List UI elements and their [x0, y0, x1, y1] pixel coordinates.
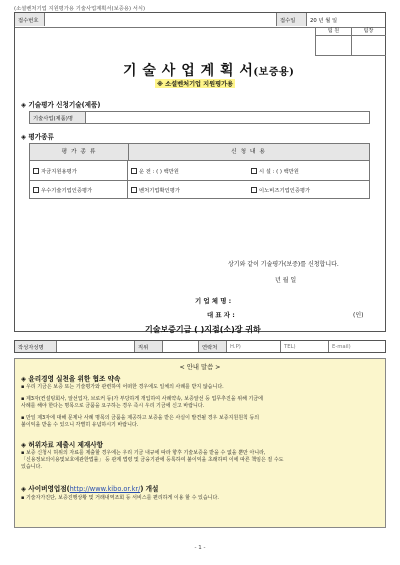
eval-option-fund[interactable]: 자금지원용평가: [30, 161, 128, 180]
eval-section-heading: ◈ 평가종류: [21, 133, 54, 141]
notice-false-data-item: ▪ 보증 신청시 허위의 자료를 제출할 경우에는 우리 기금 내규에 따라 향후 기술보증을 받을 수 없을 뿐만 아니라,: [21, 450, 266, 456]
eval-option-excellent-tech[interactable]: 우수기술기업인증평가: [30, 181, 128, 198]
eval-option-innobiz[interactable]: 이노비즈기업인증평가: [248, 181, 369, 198]
kibo-website-link[interactable]: http://www.kibo.or.kr/: [69, 485, 141, 493]
approver2-label: 팀장: [351, 27, 386, 36]
notice-ethics-item: 불이익을 받을 수 있으니 각별히 유념하시기 바랍니다.: [21, 422, 139, 428]
notice-cyber-heading: ◈ 사이버영업점(http://www.kibo.or.kr/) 개설: [21, 485, 159, 493]
notice-false-data-heading: ◈ 허위자료 제출시 제재사항: [21, 441, 104, 449]
checkbox-icon[interactable]: [33, 187, 39, 193]
notice-cyber-item: ▪ 기술자가진단, 보증진행상황 및 거래내역조회 등 서비스를 편리하게 이용 할 수 있습니다.: [21, 495, 219, 501]
form-title: [123, 60, 294, 80]
checkbox-icon[interactable]: [131, 187, 137, 193]
notice-ethics-item: 사례를 해야 한다는 명목으로 금품을 요구하는 경우 즉시 우리 기금에 신고 바랍니다.: [21, 403, 205, 409]
eval-col1-header: 평 가 종 류: [30, 144, 129, 160]
tech-name-label: 기술사업(제품)명: [30, 112, 86, 123]
notice-false-data-item: 「신용정보의이용및보호에관한법률」 등 관계 법령 및 금융기관에 등록하여 불이익을 초래하며 이에 따른 책임은 질 수도: [21, 457, 284, 463]
writer-tel-field[interactable]: TEL): [281, 341, 329, 352]
tech-name-row: [29, 111, 370, 124]
ceo-label: 대 표 자 :: [207, 311, 235, 319]
writer-name-label: 작성자성명: [15, 341, 57, 352]
receipt-date-field[interactable]: 20 년 월 일: [310, 17, 338, 24]
tech-name-field[interactable]: [86, 112, 369, 123]
receipt-no-label: 접수번호: [15, 13, 45, 26]
form-title-suffix: (보증용): [253, 67, 295, 78]
addressee: 기술보증기금 ( )지점(소)장 귀하: [145, 325, 261, 334]
writer-row: [14, 340, 386, 353]
writer-name-field[interactable]: [57, 341, 135, 352]
form-title-main: 기 술 사 업 계 획 서: [123, 63, 254, 79]
tech-section-heading: ◈ 기술평가 신청기술(제품): [21, 101, 101, 109]
checkbox-icon[interactable]: [251, 187, 257, 193]
page-number: - 1 -: [194, 545, 206, 551]
checkbox-icon[interactable]: [33, 168, 39, 174]
notice-ethics-item: ▪ 제3자(컨설팅회사, 알선업자, 브로커 등)가 부당하게 개입하여 사례약속, 보증알선 등 업무추진을 위해 기금에: [21, 396, 264, 402]
approver1-sign: [316, 35, 352, 55]
request-statement: 상기와 같이 기술평가(보증)를 신청합니다.: [228, 261, 339, 268]
receipt-row: [15, 13, 385, 28]
receipt-no-field[interactable]: [45, 13, 277, 26]
approval-box: [315, 27, 386, 56]
checkbox-icon[interactable]: [251, 168, 257, 174]
notice-ethics-item: ▪ 만일 제3자에 대해 문제나 사례 명목의 금품을 제공하고 보증을 받은 사실이 발견될 경우 보증지원원칙 등의: [21, 415, 260, 421]
notice-ethics-heading: ◈ 윤리경영 실천을 위한 협조 약속: [21, 375, 121, 383]
receipt-date-label: 접수일: [277, 13, 307, 26]
seal-mark: (인): [353, 312, 364, 319]
form-header-note: (소셜벤처기업 지원평가용 기술사업계획서(보증용) 서식): [14, 6, 146, 12]
writer-position-label: 직위: [135, 341, 163, 352]
eval-col2-header: 신 청 내 용: [231, 149, 266, 155]
approver1-label: 팀 원: [316, 27, 352, 36]
writer-hp-field[interactable]: H.P): [227, 341, 281, 352]
eval-option-operating[interactable]: 운 전 : ( ) 백만원: [128, 161, 248, 180]
notice-title: < 안내 말씀 >: [179, 364, 221, 371]
form-frame: [14, 12, 386, 332]
eval-table: [29, 143, 370, 199]
company-name-label: 기 업 체 명 :: [195, 297, 232, 305]
request-date: 년 월 일: [275, 277, 297, 284]
eval-option-facility[interactable]: 시 설 : ( ) 백만원: [248, 161, 369, 180]
eval-table-header: [30, 144, 369, 161]
eval-row-1: [30, 161, 369, 181]
writer-contact-label: 연락처: [199, 341, 227, 352]
writer-position-field[interactable]: [163, 341, 199, 352]
checkbox-icon[interactable]: [131, 168, 137, 174]
eval-row-2: [30, 181, 369, 198]
form-subtitle: ※ 소셜벤처기업 지원평가용: [157, 81, 234, 88]
notice-ethics-item: ▪ 우리 기금은 보증 또는 기술평가와 관련하여 어떠한 경우에도 일체의 사례를 받지 않습니다.: [21, 384, 224, 390]
eval-option-venture[interactable]: 벤처기업확인평가: [128, 181, 248, 198]
writer-email-field[interactable]: E-mail): [332, 343, 351, 350]
notice-false-data-item: 있습니다.: [21, 464, 42, 470]
notice-box: [14, 358, 386, 528]
